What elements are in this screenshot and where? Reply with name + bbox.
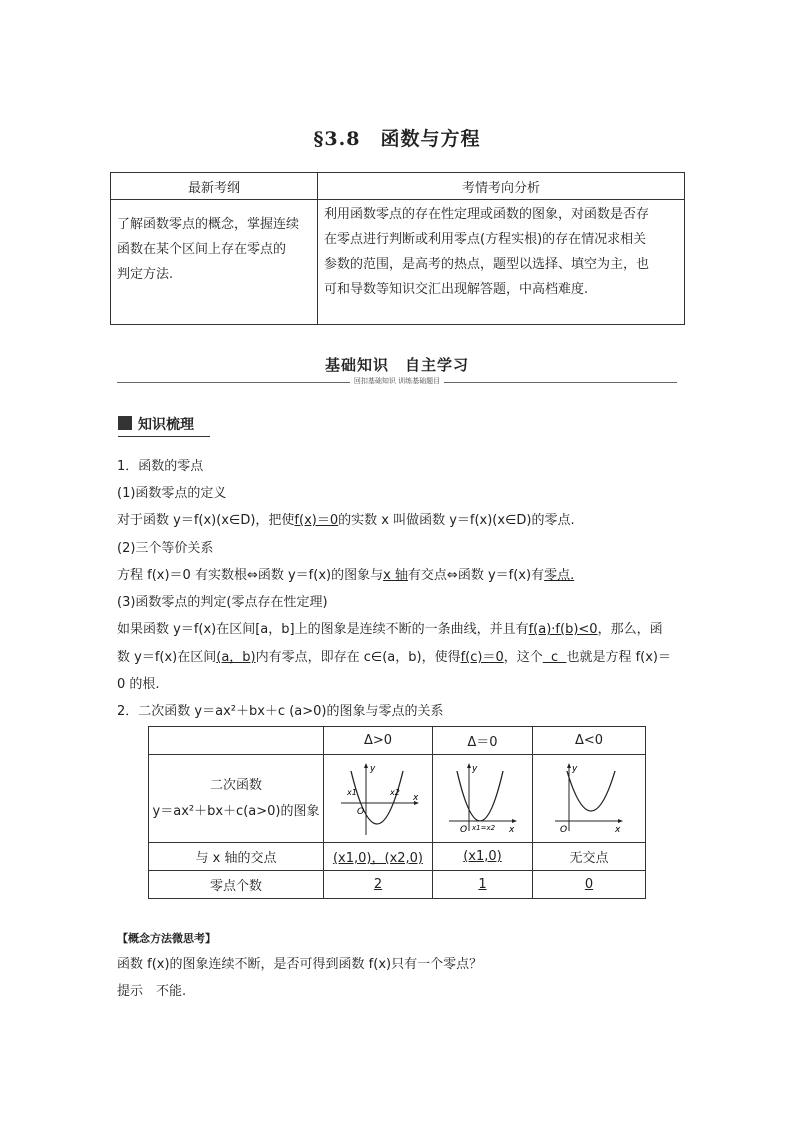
quadratic-table <box>148 726 646 899</box>
count-one: 1 <box>433 871 533 899</box>
label-x: x <box>615 824 621 835</box>
label-x1x2: x1=x2 <box>471 823 495 832</box>
graph-cell-two-roots <box>324 755 433 843</box>
label-o: O <box>459 824 467 835</box>
label-y: y <box>572 763 578 774</box>
heading-theorem: (3)函数零点的判定(零点存在性定理) <box>117 595 328 610</box>
intersect-one: (x1,0) <box>433 843 533 871</box>
quad-header-delta-zero: Δ＝0 <box>433 727 533 755</box>
heading-zero-point: 1．函数的零点 <box>117 459 204 474</box>
concept-answer: 提示 不能. <box>117 984 187 999</box>
outline-line: 函数在某个区间上存在零点的 <box>117 242 287 257</box>
thm-blank: (a，b) <box>216 650 256 665</box>
def-text: 对于函数 y＝f(x)(x∈D)，把使 <box>117 513 295 528</box>
exam-header-outline: 最新考纲 <box>111 173 318 200</box>
label-o: O <box>560 824 568 835</box>
intersect-none: 无交点 <box>533 843 646 871</box>
thm-text: ，那么，函 <box>597 622 663 637</box>
heading-zero-definition: (1)函数零点的定义 <box>117 486 227 501</box>
label-x: x <box>413 792 419 803</box>
concept-tag: 【概念方法微思考】 <box>117 932 216 945</box>
label-x1: x1 <box>347 787 357 797</box>
parabola-no-root <box>549 759 629 839</box>
section-subtitle <box>0 376 794 386</box>
label-o: O <box>357 806 365 817</box>
label-y: y <box>471 763 477 774</box>
eq-text: 有交点⇔函数 y＝f(x)有 <box>407 568 545 583</box>
section-subtitle-text: 回扣基础知识 训练基础题目 <box>350 377 444 385</box>
parabola-two-roots <box>333 759 423 839</box>
thm-text: 如果函数 y＝f(x)在区间[a，b]上的图象是连续不断的一条曲线，并且有 <box>117 622 529 637</box>
label-x2: x2 <box>390 787 400 797</box>
outline-line: 判定方法. <box>117 267 174 282</box>
zero-definition <box>117 509 575 528</box>
quad-intersect-label: 与 x 轴的交点 <box>149 843 324 871</box>
graph-label-line: y＝ax²＋bx＋c(a>0)的图象 <box>152 803 320 819</box>
thm-text: 数 y＝f(x)在区间 <box>117 650 217 665</box>
section-title: 基础知识 自主学习 <box>324 356 469 374</box>
square-icon <box>118 416 132 430</box>
exam-table <box>110 172 685 325</box>
intersect-two: (x1,0)，(x2,0) <box>324 843 433 871</box>
theorem-line <box>117 618 663 637</box>
label-y: y <box>370 763 376 774</box>
exam-header-analysis: 考情考向分析 <box>318 173 685 200</box>
def-blank: f(x)＝0 <box>294 513 339 528</box>
def-text: 的实数 x 叫做函数 y＝f(x)(x∈D)的零点. <box>338 513 575 528</box>
analysis-line: 在零点进行判断或利用零点(方程实根)的存在情况求相关 <box>324 232 647 247</box>
heading-equivalence: (2)三个等价关系 <box>117 541 214 556</box>
count-zero: 0 <box>533 871 646 899</box>
graph-cell-no-root <box>533 755 646 843</box>
thm-blank: f(a)·f(b)<0 <box>528 622 598 637</box>
thm-blank: f(c)＝0 <box>460 650 504 665</box>
exam-analysis-cell <box>318 200 685 325</box>
eq-blank: 零点. <box>544 568 575 583</box>
graph-cell-one-root <box>433 755 533 843</box>
heading-quadratic: 2．二次函数 y＝ax²＋bx＋c (a>0)的图象与零点的关系 <box>117 704 444 719</box>
outline-line: 了解函数零点的概念，掌握连续 <box>117 217 300 232</box>
quad-header-delta-neg: Δ<0 <box>533 727 646 755</box>
equivalence-text <box>117 564 574 583</box>
knowledge-underline <box>118 436 210 437</box>
quad-header-empty <box>149 727 324 755</box>
eq-blank: x 轴 <box>383 568 408 583</box>
analysis-line: 利用函数零点的存在性定理或函数的图象，对函数是否存 <box>324 207 650 222</box>
graph-label-line: 二次函数 <box>209 777 262 793</box>
analysis-line: 可和导数等知识交汇出现解答题，中高档难度. <box>324 282 589 297</box>
label-x: x <box>508 824 514 835</box>
thm-text: 也就是方程 f(x)＝ <box>566 650 671 665</box>
knowledge-label: 知识梳理 <box>138 417 194 433</box>
analysis-line: 参数的范围，是高考的热点，题型以选择、填空为主，也 <box>324 257 650 272</box>
theorem-line <box>117 646 671 665</box>
quad-graph-label <box>149 755 324 843</box>
theorem-line: 0 的根. <box>117 677 160 692</box>
exam-outline-cell <box>111 200 318 325</box>
eq-text: 方程 f(x)＝0 有实数根⇔函数 y＝f(x)的图象与 <box>117 568 384 583</box>
quad-header-delta-pos: Δ>0 <box>324 727 433 755</box>
thm-text: ，这个 <box>503 650 543 665</box>
quad-count-label: 零点个数 <box>149 871 324 899</box>
thm-blank: c <box>542 650 567 665</box>
parabola-one-root <box>443 759 523 839</box>
page-title: §3.8 函数与方程 <box>313 128 481 150</box>
thm-text: 内有零点，即存在 c∈(a，b)，使得 <box>255 650 461 665</box>
count-two: 2 <box>324 871 433 899</box>
concept-question: 函数 f(x)的图象连续不断，是否可得到函数 f(x)只有一个零点？ <box>117 957 483 972</box>
